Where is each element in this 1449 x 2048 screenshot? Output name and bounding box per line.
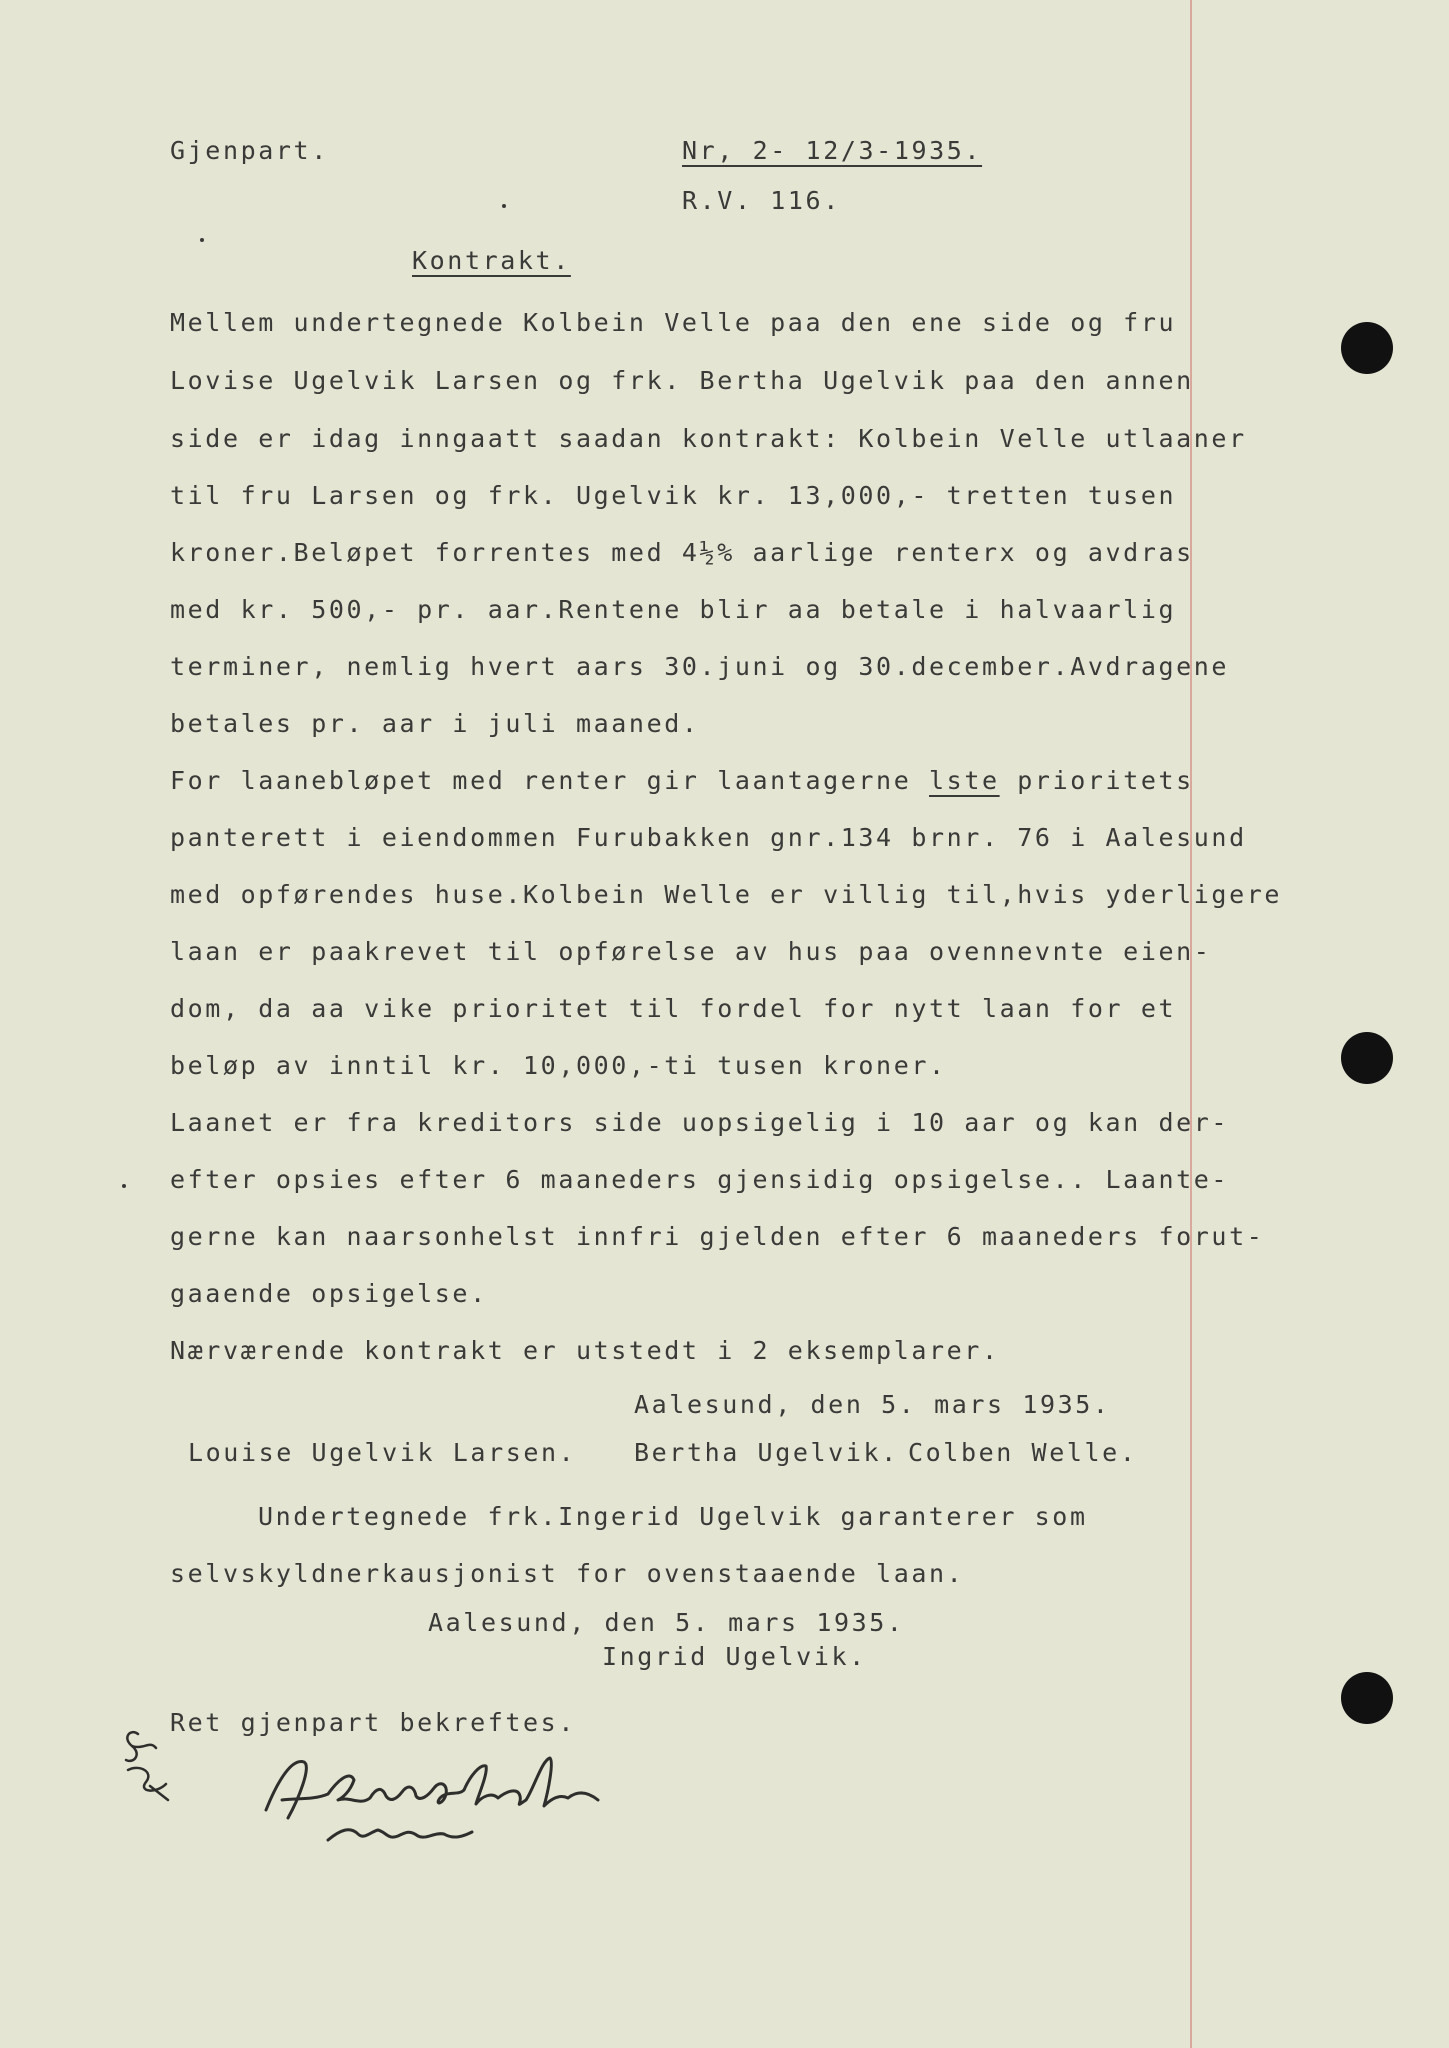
body-line: med opførendes huse.Kolbein Welle er villig til,hvis yderligere [170,880,1283,909]
body-line: gerne kan naarsonhelst innfri gjelden efter 6 maaneders forut- [170,1222,1265,1251]
body-line: Nærværende kontrakt er utstedt i 2 eksemplarer. [170,1336,1000,1365]
record-reference: R.V. 116. [682,186,841,215]
place-date: Aalesund, den 5. mars 1935. [634,1390,1111,1419]
body-line-text: For laanebløpet med renter gir laantagerne [170,766,912,795]
signatory-name: Colben Welle. [908,1438,1138,1467]
handwritten-signature [258,1740,678,1860]
guarantor-name: Ingrid Ugelvik. [602,1642,867,1671]
body-line: til fru Larsen og frk. Ugelvik kr. 13,000,- tretten tusen [170,481,1177,510]
body-line: terminer, nemlig hvert aars 30.juni og 30.december.Avdragene [170,652,1230,681]
body-line: dom, da aa vike prioritet til fordel for nytt laan for et [170,994,1177,1023]
record-number: Nr, 2- 12/3-1935. [682,136,983,165]
signatory-name: Bertha Ugelvik. [634,1438,899,1467]
guarantee-line: selvskyldnerkausjonist for ovenstaaende laan. [170,1559,965,1588]
guarantee-line: Undertegnede frk.Ingerid Ugelvik garanterer som [258,1502,1088,1531]
signatory-name: Louise Ugelvik Larsen. [188,1438,577,1467]
ink-speck [122,1184,126,1188]
margin-line [1190,0,1192,2048]
body-line: side er idag inngaatt saadan kontrakt: Kolbein Velle utlaaner [170,424,1247,453]
ink-speck [502,204,506,208]
body-line: betales pr. aar i juli maaned. [170,709,700,738]
initials-mark [110,1720,190,1810]
body-line-priority [170,766,1194,796]
body-line: kroner.Beløpet forrentes med 4½% aarlige renterx og avdras [170,538,1194,567]
ink-speck [200,238,204,242]
body-line: gaaende opsigelse. [170,1279,488,1308]
priority-rank: lste [929,766,1000,795]
body-line: Mellem undertegnede Kolbein Velle paa den ene side og fru [170,308,1177,337]
punch-hole [1341,1672,1393,1724]
body-line: laan er paakrevet til opførelse av hus paa ovennevnte eien- [170,937,1212,966]
body-line-text: prioritets [1017,766,1194,795]
document-title: Kontrakt. [412,246,571,275]
body-line: Lovise Ugelvik Larsen og frk. Bertha Ugelvik paa den annen [170,366,1194,395]
body-line: Laanet er fra kreditors side uopsigelig i 10 aar og kan der- [170,1108,1230,1137]
body-line: beløp av inntil kr. 10,000,-ti tusen kroner. [170,1051,947,1080]
body-line: med kr. 500,- pr. aar.Rentene blir aa betale i halvaarlig [170,595,1177,624]
punch-hole [1341,322,1393,374]
copy-label: Gjenpart. [170,136,329,165]
certification-line: Ret gjenpart bekreftes. [170,1708,576,1737]
body-line: efter opsies efter 6 maaneders gjensidig opsigelse.. Laante- [170,1165,1230,1194]
body-line: panterett i eiendommen Furubakken gnr.134 brnr. 76 i Aalesund [170,823,1247,852]
place-date: Aalesund, den 5. mars 1935. [428,1608,905,1637]
punch-hole [1341,1032,1393,1084]
